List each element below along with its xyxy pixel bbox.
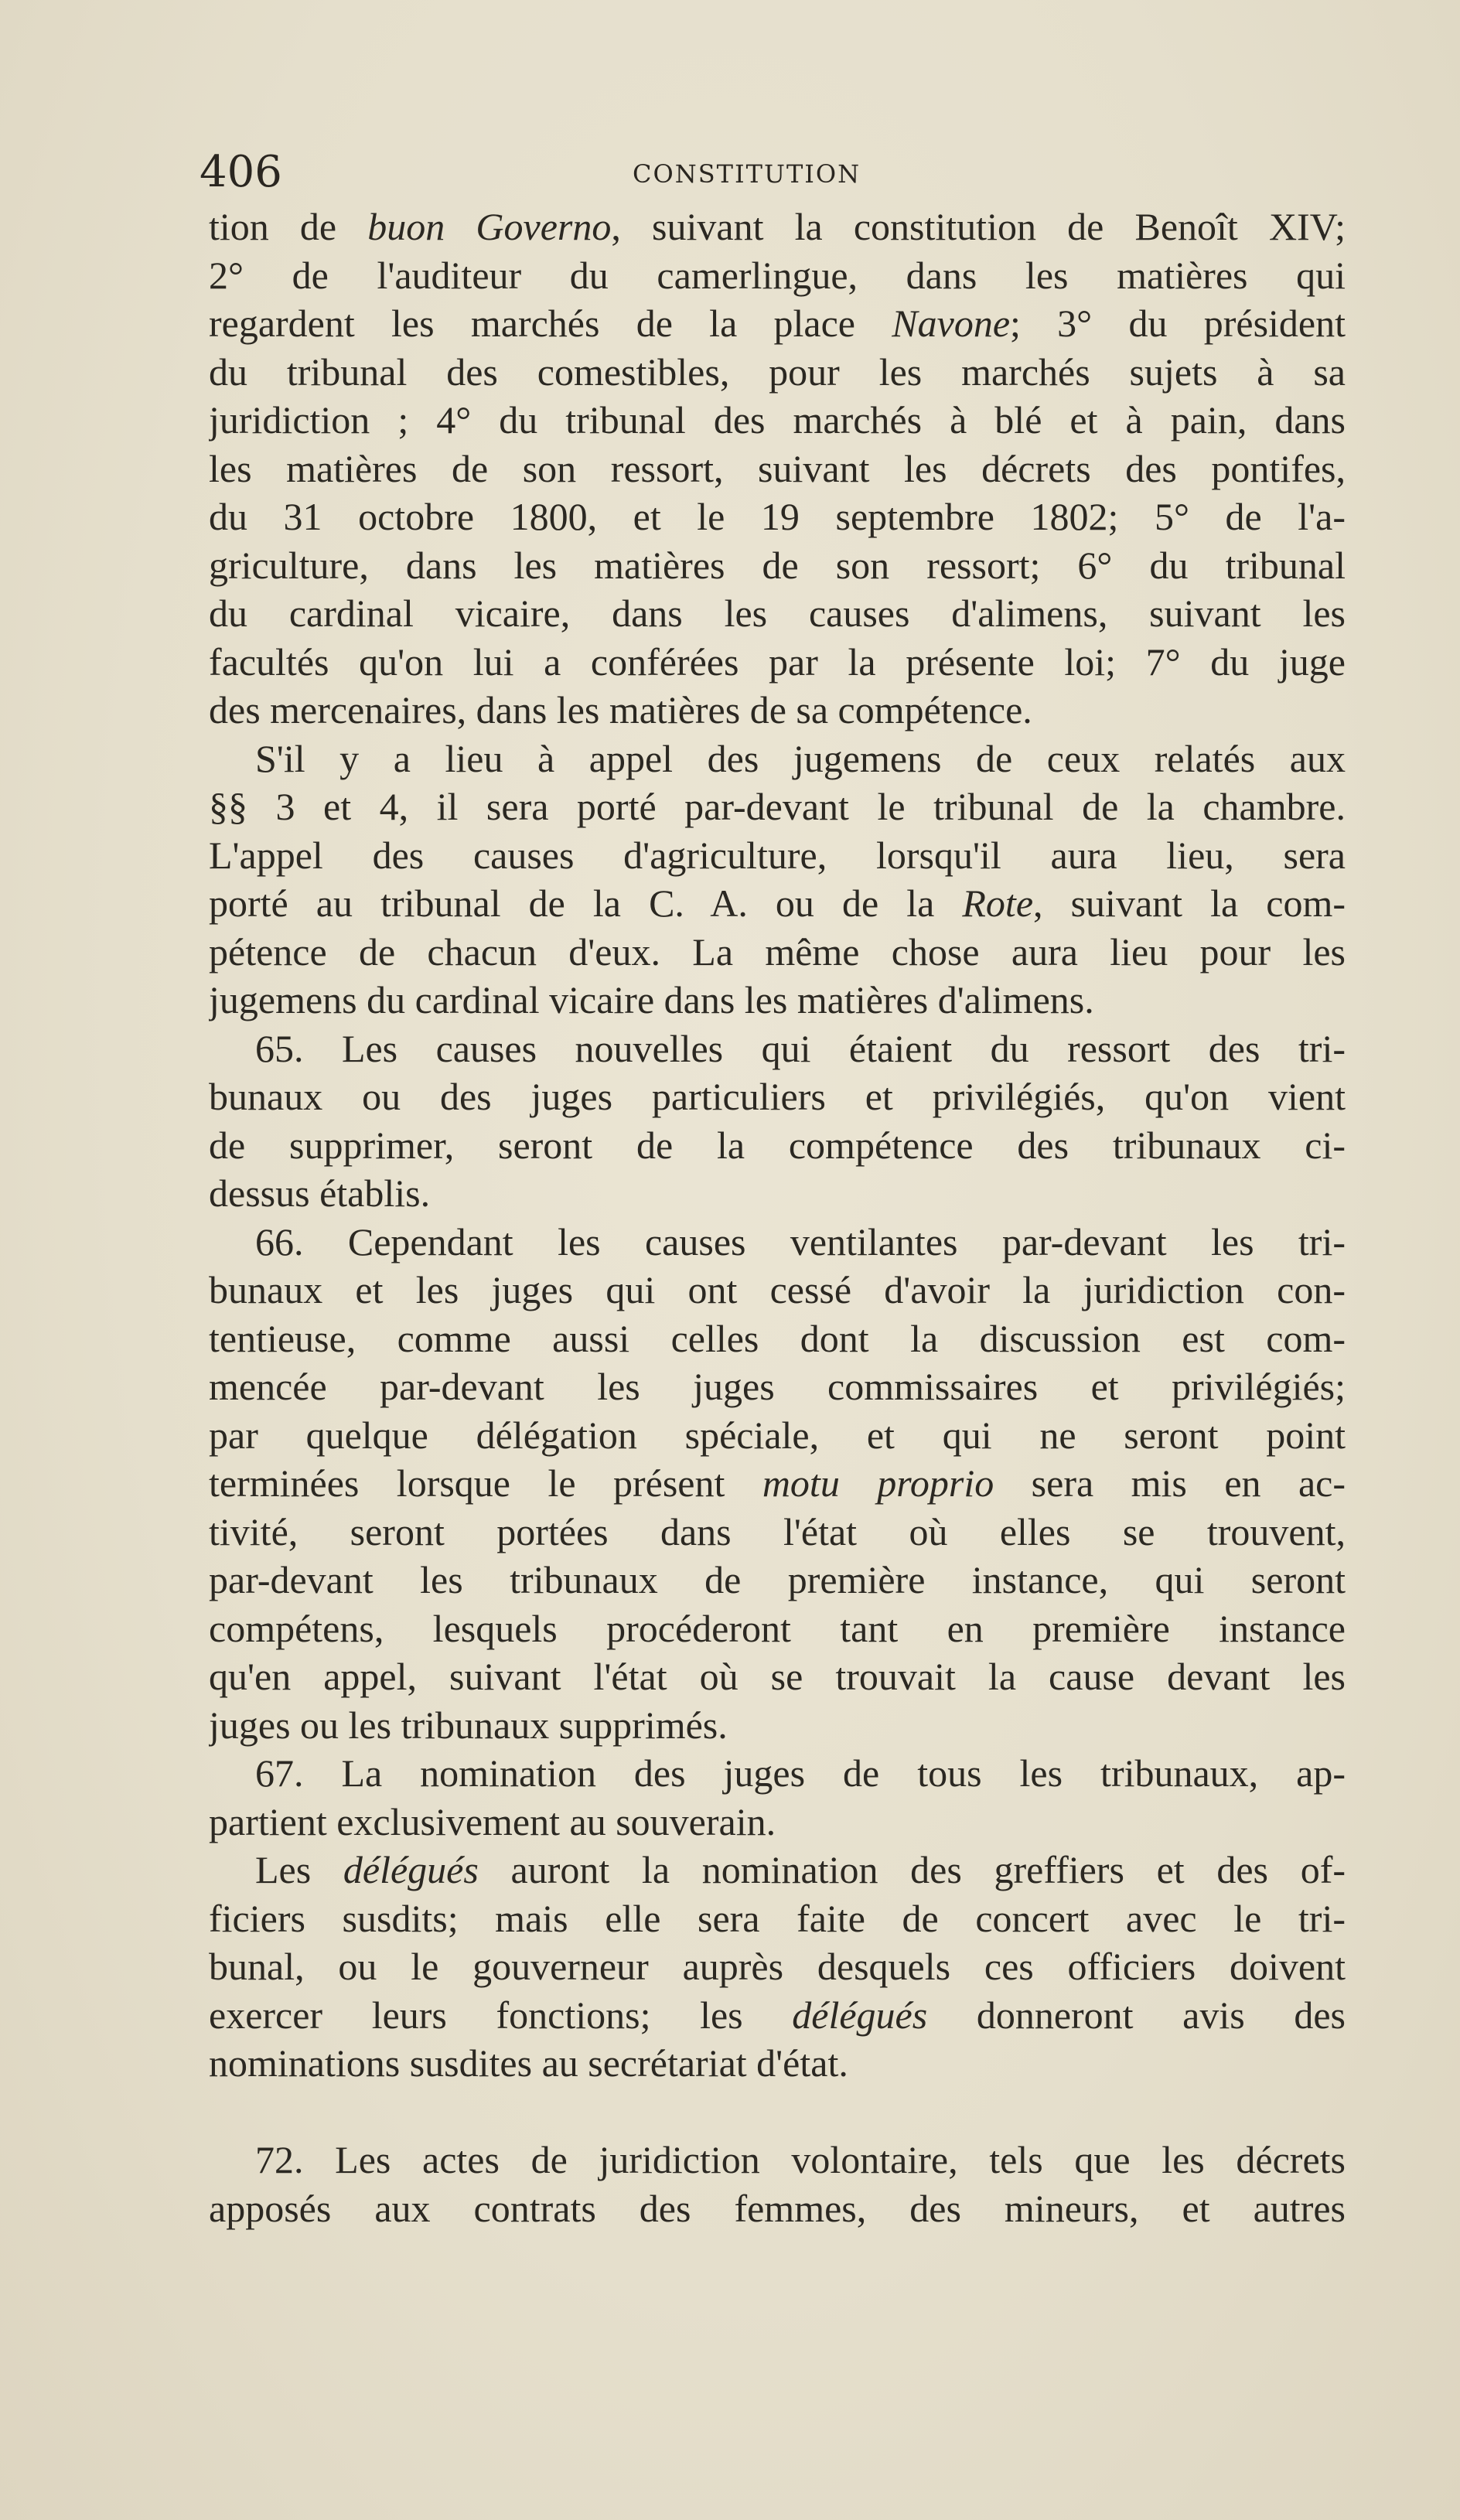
text-line: mencée par-devant les juges commissaires et privilégiés; (209, 1365, 1346, 1408)
text-line: qu'en appel, suivant l'état où se trouvait la cause devant les (209, 1655, 1346, 1698)
text-line: pétence de chacun d'eux. La même chose aura lieu pour les (209, 929, 1346, 974)
text-line: S'il y a lieu à appel des jugemens de ceux relatés aux (255, 736, 1346, 780)
text-line: 66. Cependant les causes ventilantes par-devant les tri- (255, 1219, 1346, 1263)
text-line: bunal, ou le gouverneur auprès desquels ces officiers doivent (209, 1945, 1346, 1988)
text-line: porté au tribunal de la C. A. ou de la Rote, suivant la com- (209, 881, 1346, 925)
text-line: regardent les marchés de la place Navone; 3° du président (209, 302, 1346, 345)
text-line: du cardinal vicaire, dans les causes d'alimens, suivant les (209, 592, 1346, 635)
text-line: du 31 octobre 1800, et le 19 septembre 1802; 5° de l'a- (209, 495, 1346, 538)
text-line: 2° de l'auditeur du camerlingue, dans les matières qui (209, 253, 1346, 297)
text-line: nominations susdites au secrétariat d'état. (209, 2041, 848, 2085)
text-line: bunaux et les juges qui ont cessé d'avoir la juridiction con- (209, 1268, 1346, 1311)
text-line: apposés aux contrats des femmes, des mineurs, et autres (209, 2186, 1346, 2230)
page-number: 406 (200, 147, 282, 197)
text-line: 72. Les actes de juridiction volontaire, tels que les décrets (255, 2138, 1346, 2181)
text-line: tion de buon Governo, suivant la constitution de Benoît XIV; (209, 205, 1346, 248)
text-line: facultés qu'on lui a conférées par la présente loi; 7° du juge (209, 639, 1346, 684)
text-line: tivité, seront portées dans l'état où elles se trouvent, (209, 1509, 1346, 1553)
text-line: les matières de son ressort, suivant les décrets des pontifes, (209, 446, 1346, 490)
text-line: Les délégués auront la nomination des greffiers et des of- (255, 1848, 1346, 1891)
text-line: exercer leurs fonctions; les délégués donneront avis des (209, 1993, 1346, 2037)
running-head: CONSTITUTION (633, 159, 861, 189)
text-line: griculture, dans les matières de son ressort; 6° du tribunal (209, 543, 1346, 587)
text-line: par quelque délégation spéciale, et qui ne seront point (209, 1413, 1346, 1457)
text-line: par-devant les tribunaux de première instance, qui seront (209, 1558, 1346, 1601)
text-line: des mercenaires, dans les matières de sa compétence. (209, 688, 1032, 731)
text-line: juridiction ; 4° du tribunal des marchés à blé et à pain, dans (209, 398, 1346, 442)
text-line: tentieuse, comme aussi celles dont la discussion est com- (209, 1316, 1346, 1360)
text-line: compétens, lesquels procéderont tant en première instance (209, 1606, 1346, 1650)
text-line: ficiers susdits; mais elle sera faite de concert avec le tri- (209, 1896, 1346, 1940)
text-line: bunaux ou des juges particuliers et privilégiés, qu'on vient (209, 1075, 1346, 1118)
text-line: §§ 3 et 4, il sera porté par-devant le tribunal de la chambre. (209, 785, 1346, 828)
body-text (209, 203, 1346, 2232)
text-line: de supprimer, seront de la compétence des tribunaux ci- (209, 1123, 1346, 1167)
text-line: L'appel des causes d'agriculture, lorsqu'il aura lieu, sera (209, 833, 1346, 877)
text-line: 65. Les causes nouvelles qui étaient du ressort des tri- (255, 1026, 1346, 1070)
text-line: 67. La nomination des juges de tous les tribunaux, ap- (255, 1751, 1346, 1795)
text-line: dessus établis. (209, 1171, 431, 1215)
text-line: terminées lorsque le présent motu proprio sera mis en ac- (209, 1461, 1346, 1505)
text-line: partient exclusivement au souverain. (209, 1799, 776, 1843)
text-line (209, 2088, 1346, 2136)
text-line: du tribunal des comestibles, pour les marchés sujets à sa (209, 350, 1346, 394)
page-header (200, 147, 1344, 201)
text-line: jugemens du cardinal vicaire dans les matières d'alimens. (209, 978, 1094, 1021)
text-line: juges ou les tribunaux supprimés. (209, 1703, 728, 1747)
